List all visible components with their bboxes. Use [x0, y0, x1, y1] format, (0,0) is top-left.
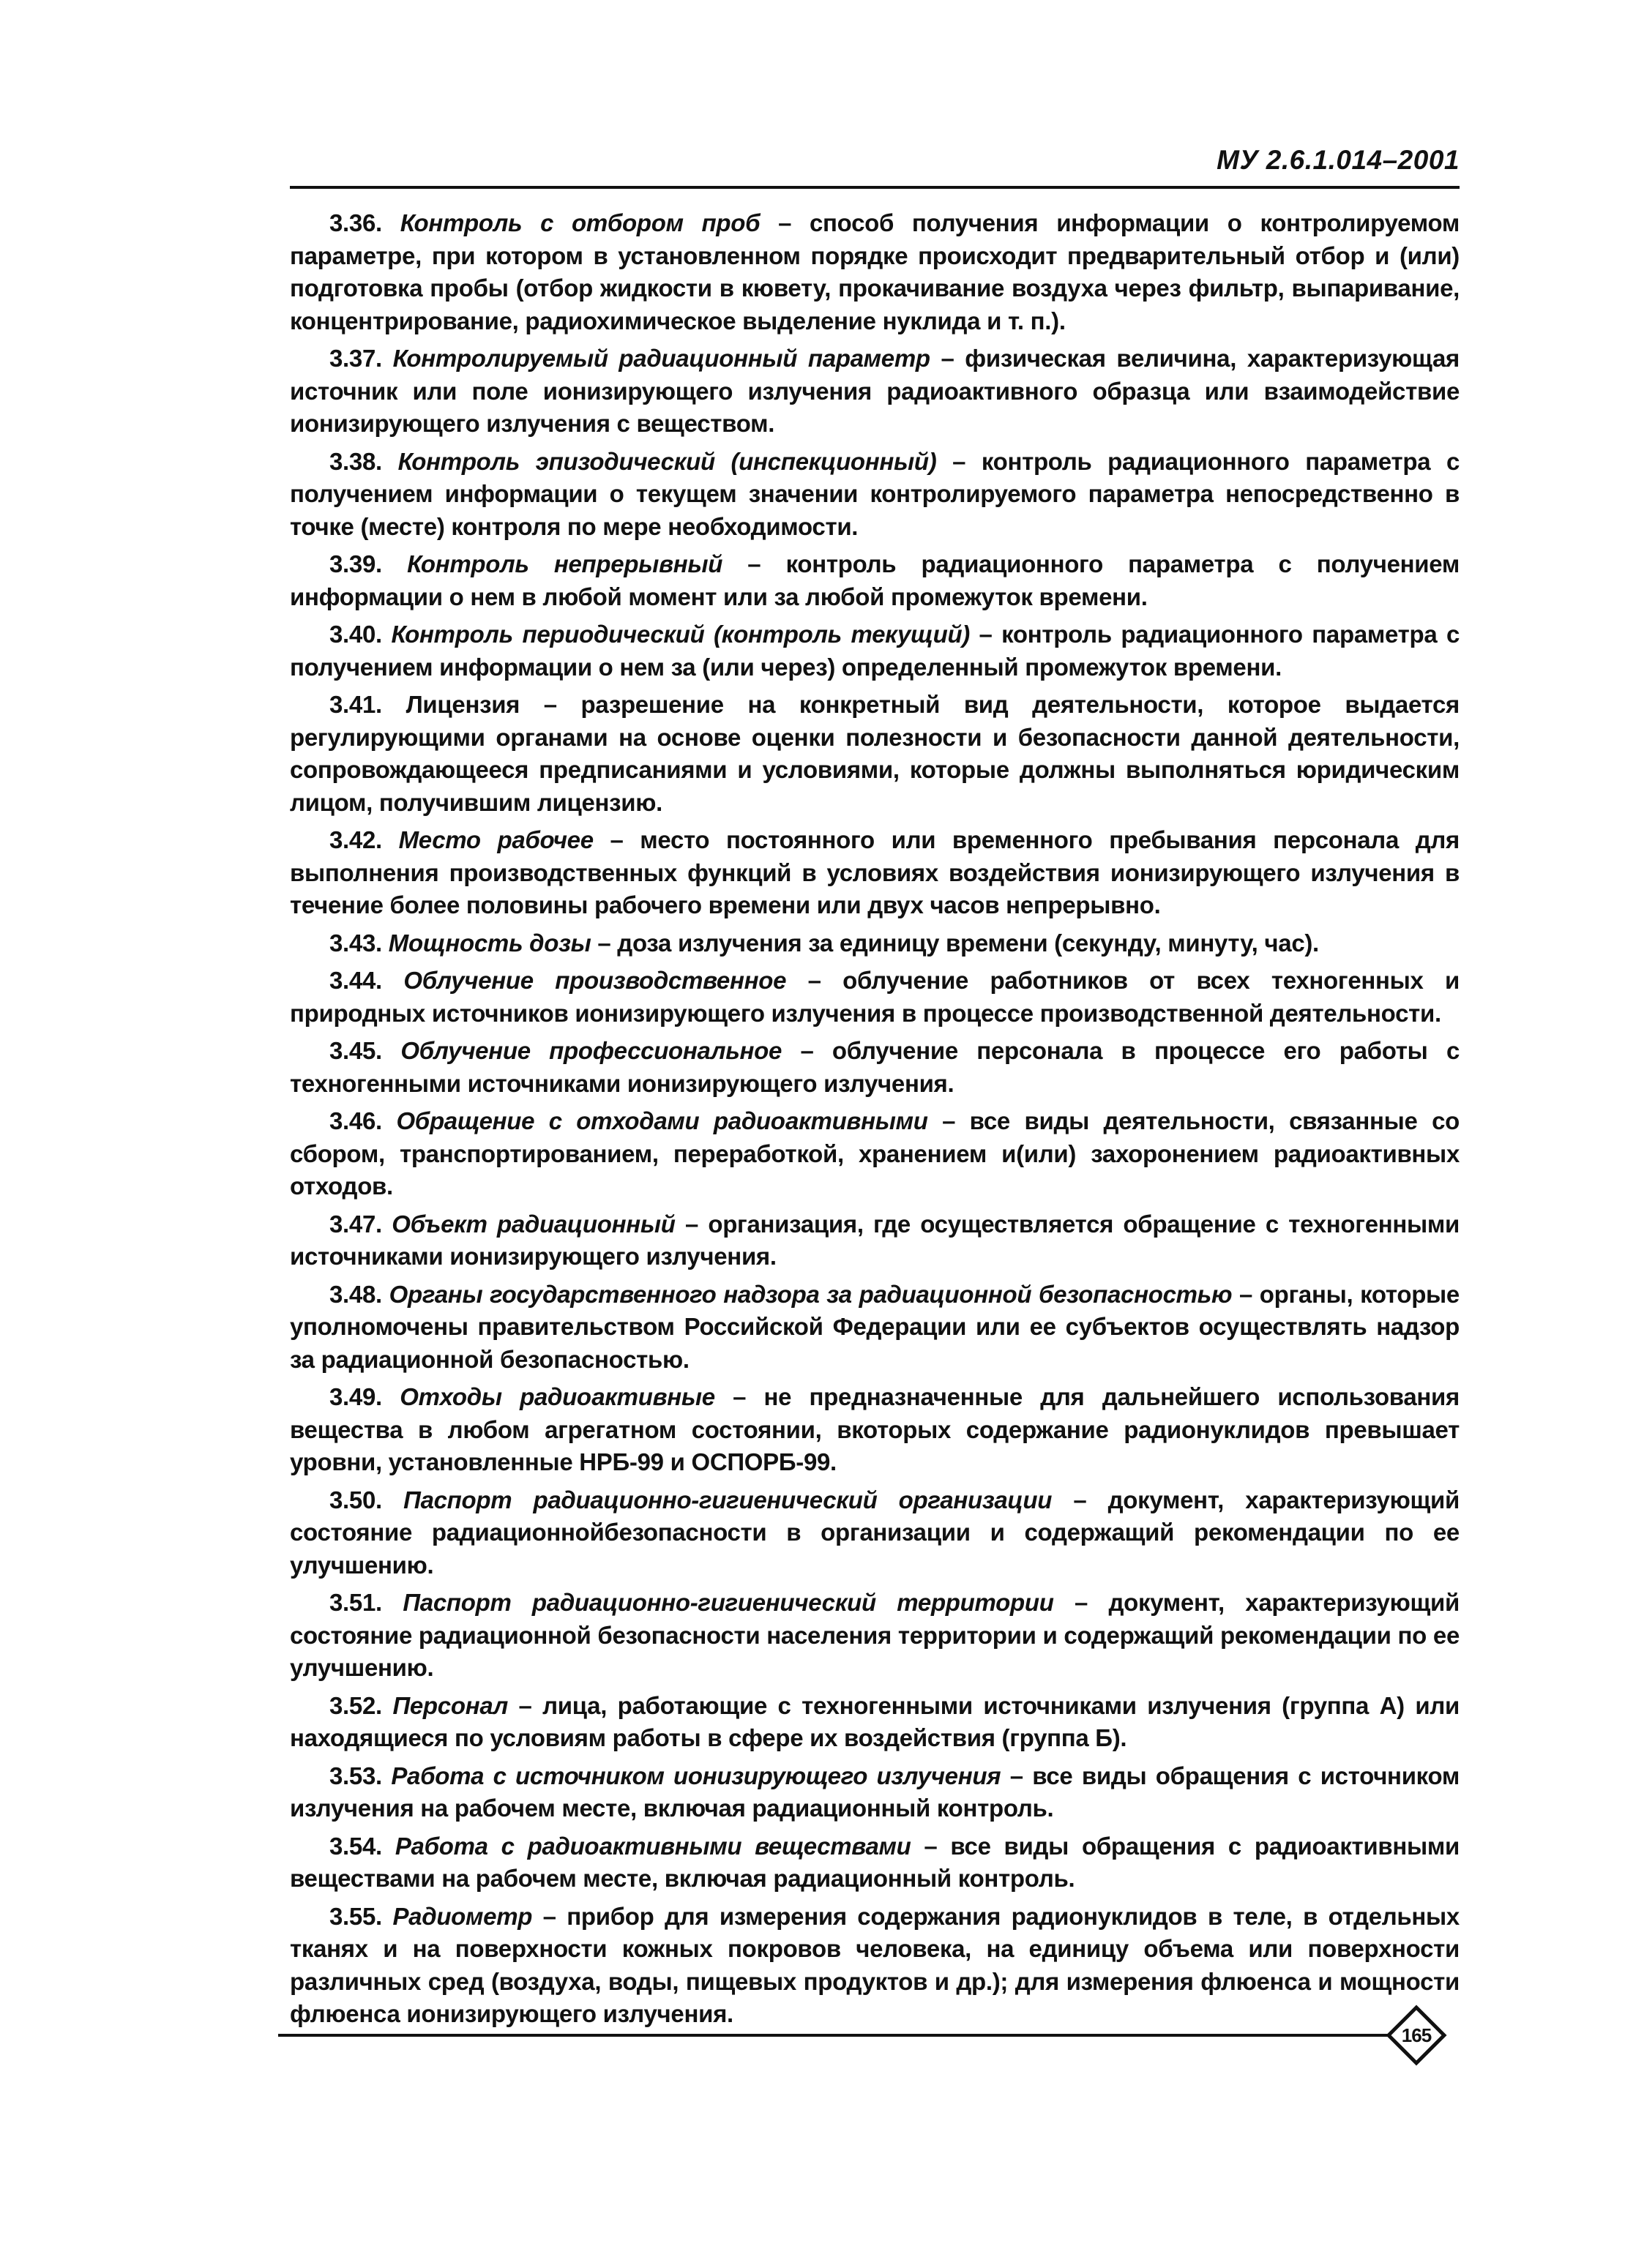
page-number-badge [1386, 2005, 1447, 2066]
clause-number: 3.38. [329, 447, 382, 475]
defined-term: Обращение с отходами радиоактивными [396, 1107, 928, 1134]
definition-paragraph [290, 1035, 1460, 1100]
definition-paragraph [290, 548, 1460, 613]
clause-number: 3.51. [329, 1589, 382, 1616]
clause-number: 3.47. [329, 1210, 382, 1238]
clause-number: 3.48. [329, 1280, 382, 1308]
definition-paragraph [290, 1587, 1460, 1685]
clause-number: 3.37. [329, 345, 382, 372]
footer-rule [278, 2034, 1388, 2037]
definition-paragraph [290, 927, 1460, 960]
defined-term: Контроль с отбором проб [400, 209, 761, 236]
definition-text: – прибор для измерения содержания радионуклидов в теле, в отдельных тканях и на поверхности кожных покровов человека, на единицу объема или поверхности различных сред (воздуха, воды, пищевых продуктов и др.); для измерения флюенса и мощности флюенса ионизирующего излучения. [290, 1902, 1460, 2027]
definition-text: – физическая величина, характеризующая источник или поле ионизирующего излучения радиоактивного образца или взаимодействие ионизирующего излучения с веществом. [290, 345, 1460, 437]
defined-term: Отходы радиоактивные [400, 1383, 715, 1410]
definition-paragraph [290, 1208, 1460, 1273]
defined-term: Контроль эпизодический (инспекционный) [397, 447, 937, 475]
definition-text: Лицензия – разрешение на конкретный вид деятельности, которое выдается регулирующими органами на основе оценки полезности и безопасности данной деятельности, сопровождающееся предписаниями и условиями, которые должны выполняться юридическим лицом, получившим лицензию. [290, 691, 1460, 816]
clause-number: 3.46. [329, 1107, 382, 1134]
definition-text: – лица, работающие с техногенными источниками излучения (группа А) или находящиеся по условиям работы в сфере их воздействия (группа Б). [290, 1691, 1460, 1751]
defined-term: Контролируемый радиационный параметр [392, 345, 930, 372]
defined-term: Мощность дозы [388, 929, 591, 957]
header-rule [290, 186, 1460, 189]
defined-term: Работа с радиоактивными веществами [395, 1832, 911, 1860]
defined-term: Контроль непрерывный [407, 550, 723, 577]
definition-text: – документ, характеризующий состояние радиационнойбезопасности в организации и содержащий рекомендации по ее улучшению. [290, 1486, 1460, 1579]
definition-paragraph [290, 824, 1460, 922]
defined-term: Объект радиационный [392, 1210, 676, 1238]
clause-number: 3.50. [329, 1486, 382, 1513]
clause-number: 3.52. [329, 1691, 382, 1719]
clause-number: 3.53. [329, 1762, 382, 1789]
defined-term: Органы государственного надзора за радиационной безопасностью [389, 1280, 1233, 1308]
definition-text: – все виды обращения с радиоактивными веществами на рабочем месте, включая радиационный контроль. [290, 1832, 1460, 1892]
defined-term: Радиометр [392, 1902, 533, 1930]
clause-number: 3.49. [329, 1383, 382, 1410]
definition-text: – облучение персонала в процессе его работы с техногенными источниками ионизирующего излучения. [290, 1037, 1460, 1097]
clause-number: 3.36. [329, 209, 382, 236]
defined-term: Контроль периодический (контроль текущий) [391, 621, 970, 648]
definition-paragraph [290, 1690, 1460, 1755]
page-header [290, 145, 1460, 184]
definition-text: – контроль радиационного параметра с получением информации о нем в любой момент или за любой промежуток времени. [290, 550, 1460, 610]
document-code: МУ 2.6.1.014–2001 [1217, 145, 1460, 175]
definition-text: – способ получения информации о контролируемом параметре, при котором в установленном порядке происходит предварительный отбор и (или) подготовка пробы (отбор жидкости в кювету, прокачивание воздуха через фильтр, выпаривание, концентрирование, радиохимическое выделение нуклида и т. п.). [290, 209, 1460, 334]
defined-term: Работа с источником ионизирующего излучения [391, 1762, 1001, 1789]
page-number: 165 [1401, 2024, 1432, 2046]
definition-text: – не предназначенные для дальнейшего использования вещества в любом агрегатном состоянии, вкоторых содержание радионуклидов превышает уровни, установленные НРБ-99 и ОСПОРБ-99. [290, 1383, 1460, 1475]
definition-paragraph [290, 1901, 1460, 2031]
definition-paragraph [290, 446, 1460, 544]
definition-text: – документ, характеризующий состояние радиационной безопасности населения территории и содержащий рекомендации по ее улучшению. [290, 1589, 1460, 1681]
definition-paragraph [290, 343, 1460, 441]
definition-text: – доза излучения за единицу времени (секунду, минуту, час). [591, 929, 1319, 957]
definition-text: – все виды деятельности, связанные со сбором, транспортированием, переработкой, хранением и(или) захоронением радиоактивных отходов. [290, 1107, 1460, 1200]
definition-paragraph [290, 618, 1460, 684]
defined-term: Облучение профессиональное [400, 1037, 782, 1064]
clause-number: 3.45. [329, 1037, 382, 1064]
definition-paragraph [290, 1105, 1460, 1203]
definition-paragraph [290, 1830, 1460, 1895]
definition-paragraph [290, 1381, 1460, 1479]
definition-paragraph [290, 1760, 1460, 1825]
definition-text: – контроль радиационного параметра с получением информации о нем за (или через) определенный промежуток времени. [290, 621, 1460, 681]
defined-term: Паспорт радиационно-гигиенический территории [403, 1589, 1054, 1616]
definition-paragraph [290, 207, 1460, 337]
definition-text: – организация, где осуществляется обращение с техногенными источниками ионизирующего излучения. [290, 1210, 1460, 1270]
definition-text: – все виды обращения с источником излучения на рабочем месте, включая радиационный контроль. [290, 1762, 1460, 1822]
clause-number: 3.41. [329, 691, 382, 718]
definition-paragraph [290, 689, 1460, 819]
clause-number: 3.42. [329, 826, 382, 853]
document-body [290, 207, 1460, 2036]
defined-term: Облучение производственное [403, 967, 787, 994]
definition-paragraph [290, 1279, 1460, 1377]
defined-term: Персонал [392, 1691, 509, 1719]
defined-term: Место рабочее [398, 826, 594, 853]
clause-number: 3.44. [329, 967, 382, 994]
clause-number: 3.55. [329, 1902, 382, 1930]
definition-text: – место постоянного или временного пребывания персонала для выполнения производственных функций в условиях воздействия ионизирующего излучения в течение более половины рабочего времени или двух часов непрерывно. [290, 826, 1460, 918]
clause-number: 3.54. [329, 1832, 382, 1860]
definition-text: – контроль радиационного параметра с получением информации о текущем значении контролируемого параметра непосредственно в точке (месте) контроля по мере необходимости. [290, 447, 1460, 540]
clause-number: 3.40. [329, 621, 382, 648]
definition-paragraph [290, 965, 1460, 1030]
definition-text: – органы, которые уполномочены правительством Российской Федерации или ее субъектов осуществлять надзор за радиационной безопасностью. [290, 1280, 1460, 1373]
clause-number: 3.43. [329, 929, 382, 957]
definition-text: – облучение работников от всех техногенных и природных источников ионизирующего излучения в процессе производственной деятельности. [290, 967, 1460, 1027]
definition-paragraph [290, 1484, 1460, 1582]
defined-term: Паспорт радиационно-гигиенический организации [403, 1486, 1053, 1513]
clause-number: 3.39. [329, 550, 382, 577]
